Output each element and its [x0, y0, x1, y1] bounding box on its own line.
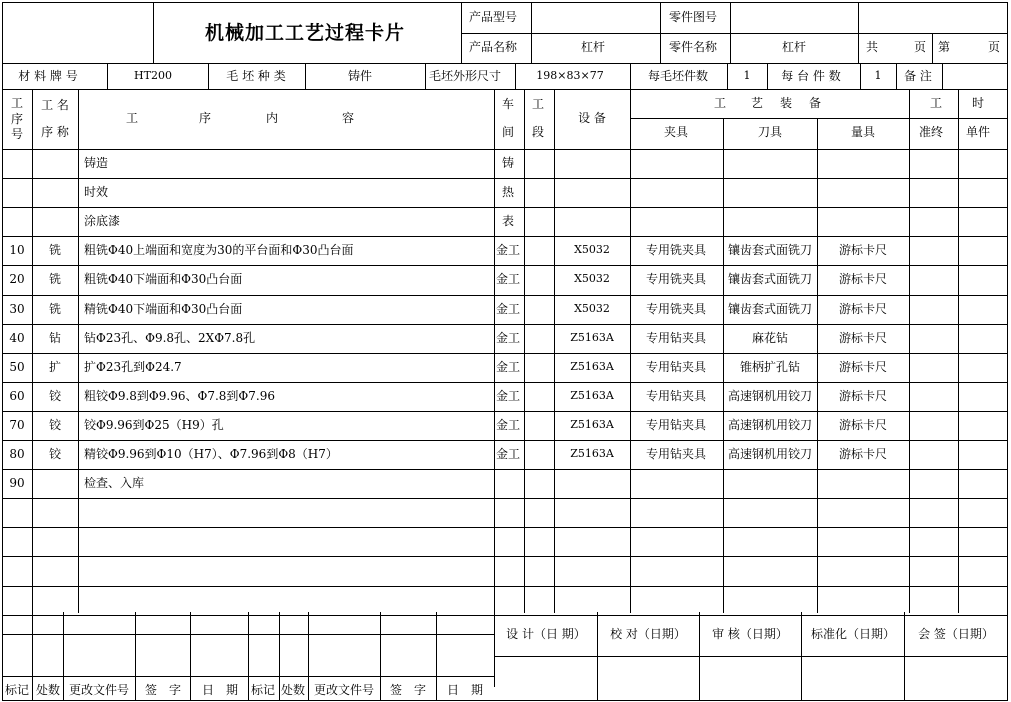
op-fixture: 专用铣夹具	[645, 243, 707, 258]
product-name-value: 杠杆	[580, 40, 606, 54]
op-fixture: 专用钻夹具	[645, 388, 707, 403]
op-fixture: 专用钻夹具	[645, 447, 707, 461]
op-no: 30	[9, 301, 25, 316]
op-equipment: Z5163A	[570, 447, 614, 460]
op-content: 检查、入库	[84, 476, 145, 491]
op-content: 铸造	[84, 156, 109, 170]
col-op-name-1: 工 名	[41, 98, 69, 112]
col-fixture: 夹具	[663, 125, 689, 139]
col-tooling-3: 装	[779, 96, 793, 110]
op-workshop: 金工	[495, 330, 521, 345]
part-name-value: 杠杆	[781, 40, 807, 54]
blank-size-label: 毛坯外形尺寸	[428, 69, 502, 83]
op-equipment: X5032	[574, 272, 610, 286]
col-op-name-2: 序 称	[41, 125, 69, 139]
op-cutter: 高速钢机用铰刀	[727, 417, 813, 432]
col-tooling-2: 艺	[750, 96, 764, 110]
col-tooling-4: 备	[808, 96, 822, 110]
col-section-1: 工	[531, 97, 545, 111]
product-name-label: 产品名称	[468, 40, 518, 54]
op-equipment: Z5163A	[570, 330, 614, 344]
col-workshop-1: 车	[501, 97, 515, 111]
op-cutter: 高速钢机用铰刀	[727, 388, 813, 403]
pieces-per-blank-label: 每毛坯件数	[647, 69, 709, 83]
col-prep: 准终	[918, 125, 944, 139]
op-gauge: 游标卡尺	[838, 301, 888, 316]
op-workshop: 金工	[495, 447, 521, 461]
card-title: 机械加工工艺过程卡片	[204, 22, 406, 44]
col-content-2: 序	[198, 111, 212, 125]
op-equipment: X5032	[574, 243, 610, 257]
op-no: 60	[9, 388, 25, 403]
op-equipment: X5032	[574, 301, 610, 315]
signoff-standardize: 标准化（日期）	[810, 627, 896, 641]
rev-count-label: 处数	[35, 683, 61, 697]
op-gauge: 游标卡尺	[838, 388, 888, 403]
op-cutter: 镶齿套式面铣刀	[727, 243, 813, 258]
op-equipment: Z5163A	[570, 417, 614, 431]
rev-docno-label: 更改文件号	[68, 683, 130, 697]
col-workshop-2: 间	[501, 125, 515, 139]
rev-docno-label-2: 更改文件号	[313, 683, 375, 697]
remark-label: 备 注	[904, 69, 932, 83]
op-gauge: 游标卡尺	[838, 243, 888, 258]
op-equipment: Z5163A	[570, 388, 614, 402]
blank-size-value: 198×83×77	[536, 69, 604, 82]
col-equipment: 设 备	[578, 111, 606, 125]
op-name: 铣	[48, 301, 62, 316]
col-cutter: 刀具	[757, 125, 783, 139]
signoff-review: 审 核（日期）	[712, 627, 788, 641]
sheet-label: 第	[938, 40, 951, 54]
op-name: 铰	[48, 417, 62, 432]
op-name: 钻	[48, 330, 62, 345]
rev-mark-label-2: 标记	[250, 683, 276, 697]
rev-sign-label-2: 签 字	[389, 683, 427, 697]
rev-count-label-2: 处数	[280, 683, 306, 697]
signoff-check: 校 对（日期）	[610, 627, 686, 641]
op-fixture: 专用钻夹具	[645, 417, 707, 432]
blank-type-value: 铸件	[347, 69, 373, 83]
op-fixture: 专用铣夹具	[645, 301, 707, 316]
pieces-per-blank-value: 1	[743, 69, 751, 82]
material-grade-value: HT200	[134, 69, 172, 82]
op-gauge: 游标卡尺	[838, 417, 888, 432]
col-time-1: 工	[929, 96, 943, 110]
op-workshop: 表	[501, 214, 515, 229]
op-workshop: 金工	[495, 359, 521, 374]
op-workshop: 铸	[501, 156, 515, 170]
op-equipment: Z5163A	[570, 359, 614, 373]
col-unit: 单件	[965, 125, 991, 139]
op-fixture: 专用铣夹具	[645, 272, 707, 287]
op-name: 扩	[48, 359, 62, 374]
op-workshop: 金工	[495, 388, 521, 403]
op-workshop: 热	[501, 185, 515, 200]
op-content: 涂底漆	[84, 214, 121, 229]
op-workshop: 金工	[495, 272, 521, 287]
col-content-4: 容	[341, 111, 355, 125]
blank-type-label: 毛 坯 种 类	[226, 69, 286, 83]
col-content-1: 工	[125, 111, 139, 125]
op-name: 铰	[48, 447, 62, 461]
col-op-no-1: 工	[10, 96, 24, 110]
material-grade-label: 材 料 牌 号	[18, 69, 78, 83]
op-cutter: 镶齿套式面铣刀	[727, 272, 813, 287]
col-content-3: 内	[265, 111, 279, 125]
pieces-per-unit-value: 1	[874, 69, 882, 82]
op-no: 80	[9, 447, 25, 461]
pieces-per-unit-label: 每 台 件 数	[781, 69, 841, 83]
col-op-no-3: 号	[10, 127, 24, 141]
col-gauge: 量具	[850, 125, 876, 139]
col-op-no-2: 序	[10, 112, 24, 126]
sheet-page-label: 页	[988, 40, 1001, 54]
op-workshop: 金工	[495, 243, 521, 258]
op-content: 扩Φ23孔到Φ24.7	[84, 359, 182, 374]
op-content: 钻Φ23孔、Φ9.8孔、2XΦ7.8孔	[84, 330, 256, 345]
op-content: 粗铣Φ40下端面和Φ30凸台面	[84, 272, 243, 287]
total-label: 共	[866, 40, 879, 54]
op-no: 50	[9, 359, 25, 374]
col-section-2: 段	[531, 125, 545, 139]
op-no: 10	[9, 243, 25, 258]
op-workshop: 金工	[495, 301, 521, 316]
rev-date-label-2: 日 期	[446, 683, 484, 697]
col-time-2: 时	[971, 96, 985, 110]
op-name: 铰	[48, 388, 62, 403]
part-drawing-no-label: 零件图号	[668, 10, 718, 24]
op-content: 粗铰Φ9.8到Φ9.96、Φ7.8到Φ7.96	[84, 388, 275, 403]
op-name: 铣	[48, 272, 62, 287]
op-no: 90	[9, 476, 25, 491]
op-content: 时效	[84, 185, 109, 200]
op-no: 20	[9, 272, 25, 287]
rev-date-label: 日 期	[201, 683, 239, 697]
op-cutter: 高速钢机用铰刀	[727, 447, 813, 461]
col-tooling-1: 工	[713, 96, 727, 110]
op-gauge: 游标卡尺	[838, 447, 888, 461]
signoff-countersign: 会 签（日期）	[918, 627, 994, 641]
op-gauge: 游标卡尺	[838, 359, 888, 374]
op-gauge: 游标卡尺	[838, 330, 888, 345]
op-content: 精铣Φ40下端面和Φ30凸台面	[84, 301, 243, 316]
rev-sign-label: 签 字	[144, 683, 182, 697]
op-gauge: 游标卡尺	[838, 272, 888, 287]
op-no: 40	[9, 330, 25, 345]
product-model-label: 产品型号	[468, 10, 518, 24]
op-no: 70	[9, 417, 25, 432]
total-page-label: 页	[914, 40, 927, 54]
op-fixture: 专用钻夹具	[645, 359, 707, 374]
op-name: 铣	[48, 243, 62, 258]
op-workshop: 金工	[495, 417, 521, 432]
op-content: 精铰Φ9.96到Φ10（H7）、Φ7.96到Φ8（H7）	[84, 447, 338, 461]
op-cutter: 锥柄扩孔钻	[739, 359, 801, 374]
part-name-label: 零件名称	[668, 40, 718, 54]
signoff-design: 设 计（日 期）	[506, 627, 586, 641]
op-cutter: 镶齿套式面铣刀	[727, 301, 813, 316]
op-cutter: 麻花钻	[751, 330, 789, 345]
op-content: 铰Φ9.96到Φ25（H9）孔	[84, 417, 224, 432]
rev-mark-label: 标记	[4, 683, 30, 697]
op-content: 粗铣Φ40上端面和宽度为30的平台面和Φ30凸台面	[84, 243, 354, 258]
op-fixture: 专用钻夹具	[645, 330, 707, 345]
